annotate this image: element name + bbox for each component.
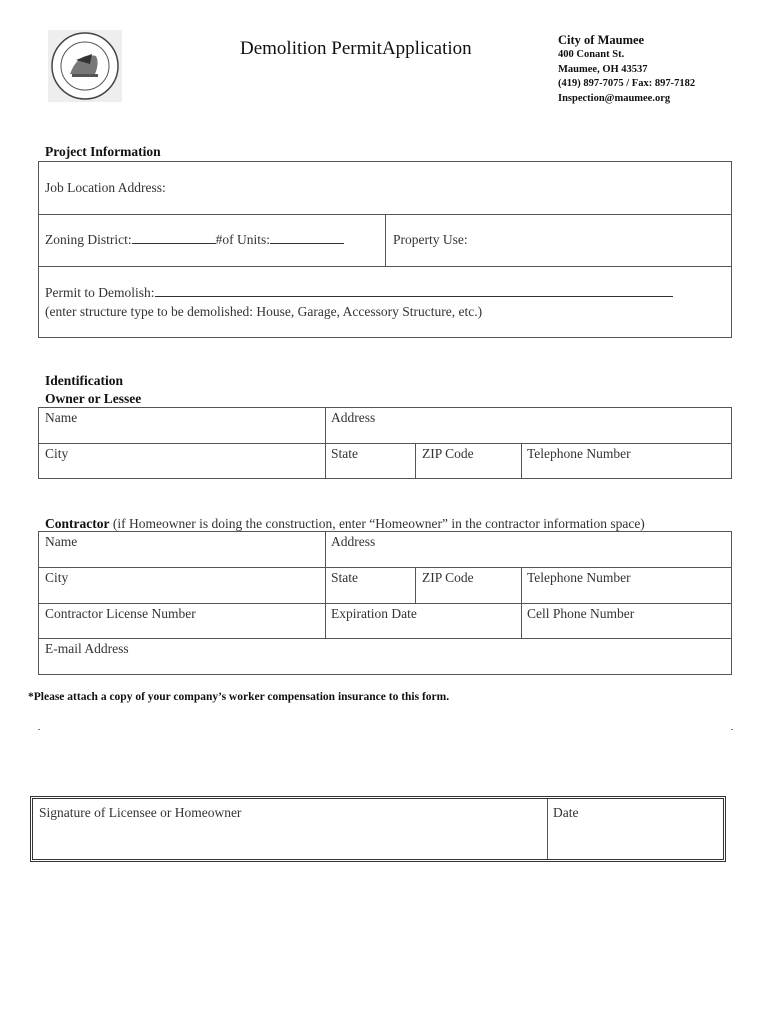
contractor-license-field[interactable]: Contractor License Number <box>45 606 196 621</box>
contractor-city-field[interactable]: City <box>45 570 69 585</box>
contractor-heading <box>45 516 645 532</box>
job-location-label: Job Location Address: <box>45 180 166 195</box>
project-info-box <box>38 161 732 338</box>
permit-to-demolish-field[interactable] <box>45 285 673 301</box>
contractor-cell-field[interactable]: Cell Phone Number <box>527 606 635 621</box>
owner-telephone-field[interactable]: Telephone Number <box>527 446 631 461</box>
structure-hint: (enter structure type to be demolished: House, Garage, Accessory Structure, etc.) <box>45 304 483 319</box>
divider-mark-right <box>731 729 733 730</box>
office-email: Inspection@maumee.org <box>558 92 671 104</box>
contractor-expiration-field[interactable]: Expiration Date <box>331 606 417 621</box>
zoning-district-line <box>132 232 216 244</box>
contractor-heading-label: Contractor <box>45 516 110 531</box>
owner-name-field[interactable]: Name <box>45 410 78 425</box>
project-heading: Project Information <box>45 144 161 159</box>
job-location-field[interactable] <box>45 180 166 196</box>
contractor-state-field[interactable]: State <box>331 570 358 585</box>
office-address-line2: Maumee, OH 43537 <box>558 63 648 75</box>
property-use-label: Property Use: <box>393 232 468 247</box>
owner-heading: Owner or Lessee <box>45 391 142 406</box>
office-phone-fax: (419) 897-7075 / Fax: 897-7182 <box>558 78 696 89</box>
zoning-units-field[interactable] <box>45 232 344 248</box>
contractor-address-field[interactable]: Address <box>331 534 376 549</box>
divider-mark-left <box>38 729 40 730</box>
contractor-name-field[interactable]: Name <box>45 534 78 549</box>
contractor-email-field[interactable]: E-mail Address <box>45 641 129 656</box>
contractor-info-box <box>38 531 732 675</box>
owner-zip-field[interactable]: ZIP Code <box>422 446 474 461</box>
zoning-district-label: Zoning District: <box>45 232 132 247</box>
office-name: City of Maumee <box>558 33 645 47</box>
office-info <box>558 32 695 106</box>
owner-info-box <box>38 407 732 479</box>
signature-box <box>30 796 726 862</box>
office-address-line1: 400 Conant St. <box>558 49 625 60</box>
signature-date-field[interactable]: Date <box>553 805 579 820</box>
owner-state-field[interactable]: State <box>331 446 358 461</box>
signature-field[interactable]: Signature of Licensee or Homeowner <box>39 805 242 820</box>
units-label: #of Units: <box>215 232 271 247</box>
form-title: Demolition PermitApplication <box>240 38 472 59</box>
owner-address-field[interactable]: Address <box>331 410 376 425</box>
city-seal-icon <box>48 30 122 102</box>
units-line <box>270 232 344 244</box>
identification-heading: Identification <box>45 373 124 388</box>
insurance-note: *Please attach a copy of your company’s worker compensation insurance to this form. <box>28 691 450 703</box>
owner-city-field[interactable]: City <box>45 446 69 461</box>
permit-to-demolish-line <box>155 285 673 297</box>
contractor-zip-field[interactable]: ZIP Code <box>422 570 474 585</box>
property-use-field[interactable] <box>393 232 468 248</box>
permit-to-demolish-label: Permit to Demolish: <box>45 285 155 300</box>
contractor-telephone-field[interactable]: Telephone Number <box>527 570 631 585</box>
contractor-heading-note: (if Homeowner is doing the construction, enter “Homeowner” in the contractor information space) <box>109 516 645 531</box>
